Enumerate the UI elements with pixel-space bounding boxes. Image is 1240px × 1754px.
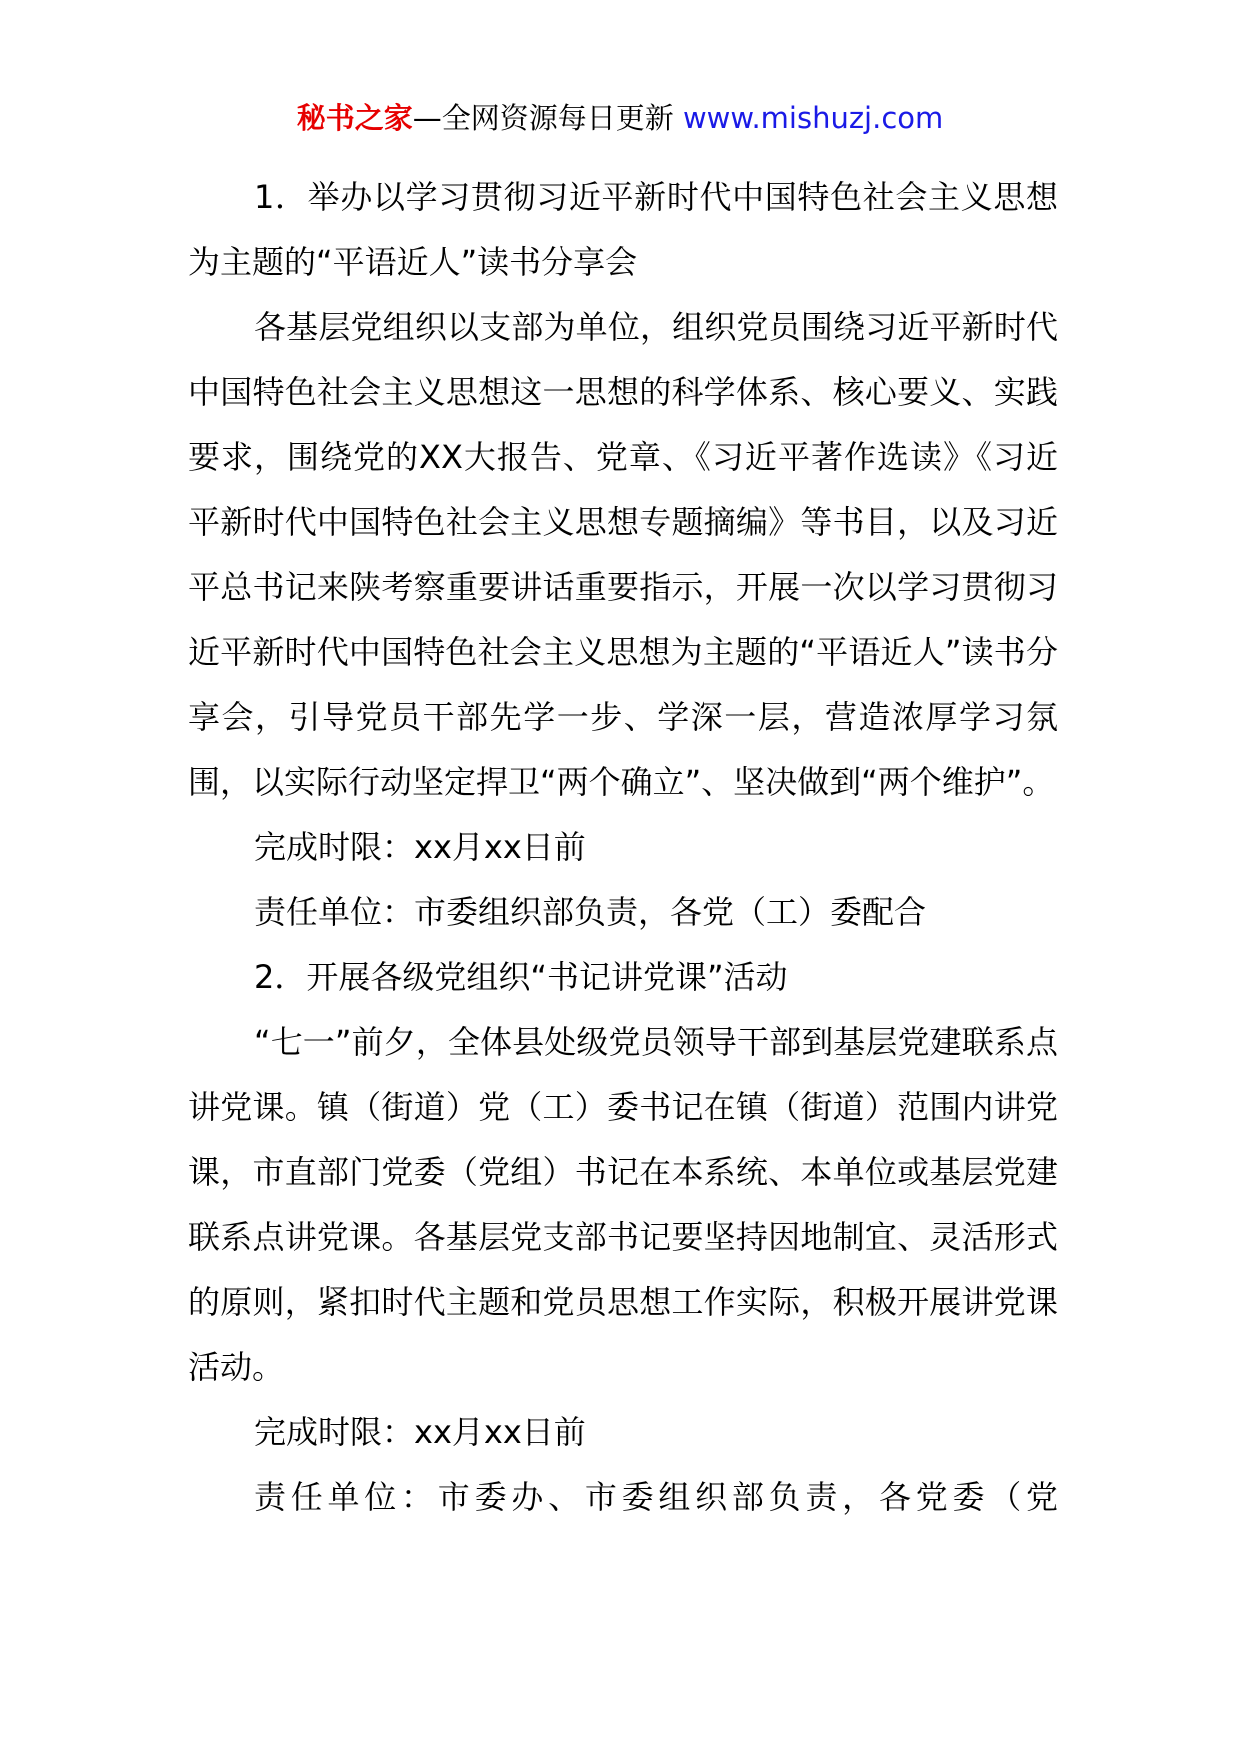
item-2-description: “七一”前夕，全体县处级党员领导干部到基层党建联系点讲党课。镇（街道）党（工）委书记在镇（街道）范围内讲党课，市直部门党委（党组）书记在本系统、本单位或基层党建联系点讲党课。各基层党支部书记要坚持因地制宜、灵活形式的原则，紧扣时代主题和党员思想工作实际，积极开展讲党课活动。: [188, 1023, 1058, 1386]
item-1-heading: 1．举办以学习贯彻习近平新时代中国特色社会主义思想为主题的“平语近人”读书分享会: [188, 178, 1058, 281]
page-header: [0, 98, 1240, 138]
item-1-responsible-unit: 责任单位：市委组织部负责，各党（工）委配合: [254, 893, 927, 931]
document-body: [188, 165, 1058, 1530]
header-tagline: —全网资源每日更新: [412, 101, 674, 135]
item-2-responsible-unit: 责任单位：市委办、市委组织部负责，各党委（党: [254, 1478, 1058, 1516]
item-1-deadline: 完成时限：xx月xx日前: [254, 828, 586, 866]
item-2-deadline: 完成时限：xx月xx日前: [254, 1413, 586, 1451]
item-1-description: 各基层党组织以支部为单位，组织党员围绕习近平新时代中国特色社会主义思想这一思想的科学体系、核心要义、实践要求，围绕党的XX大报告、党章、《习近平著作选读》《习近平新时代中国特色社会主义思想专题摘编》等书目，以及习近平总书记来陕考察重要讲话重要指示，开展一次以学习贯彻习近平新时代中国特色社会主义思想为主题的“平语近人”读书分享会，引导党员干部先学一步、学深一层，营造浓厚学习氛围，以实际行动坚定捍卫“两个确立”、坚决做到“两个维护”。: [188, 308, 1058, 801]
brand-name: 秘书之家: [296, 101, 413, 135]
website-link[interactable]: www.mishuzj.com: [682, 101, 944, 135]
item-2-heading: 2．开展各级党组织“书记讲党课”活动: [254, 958, 788, 996]
